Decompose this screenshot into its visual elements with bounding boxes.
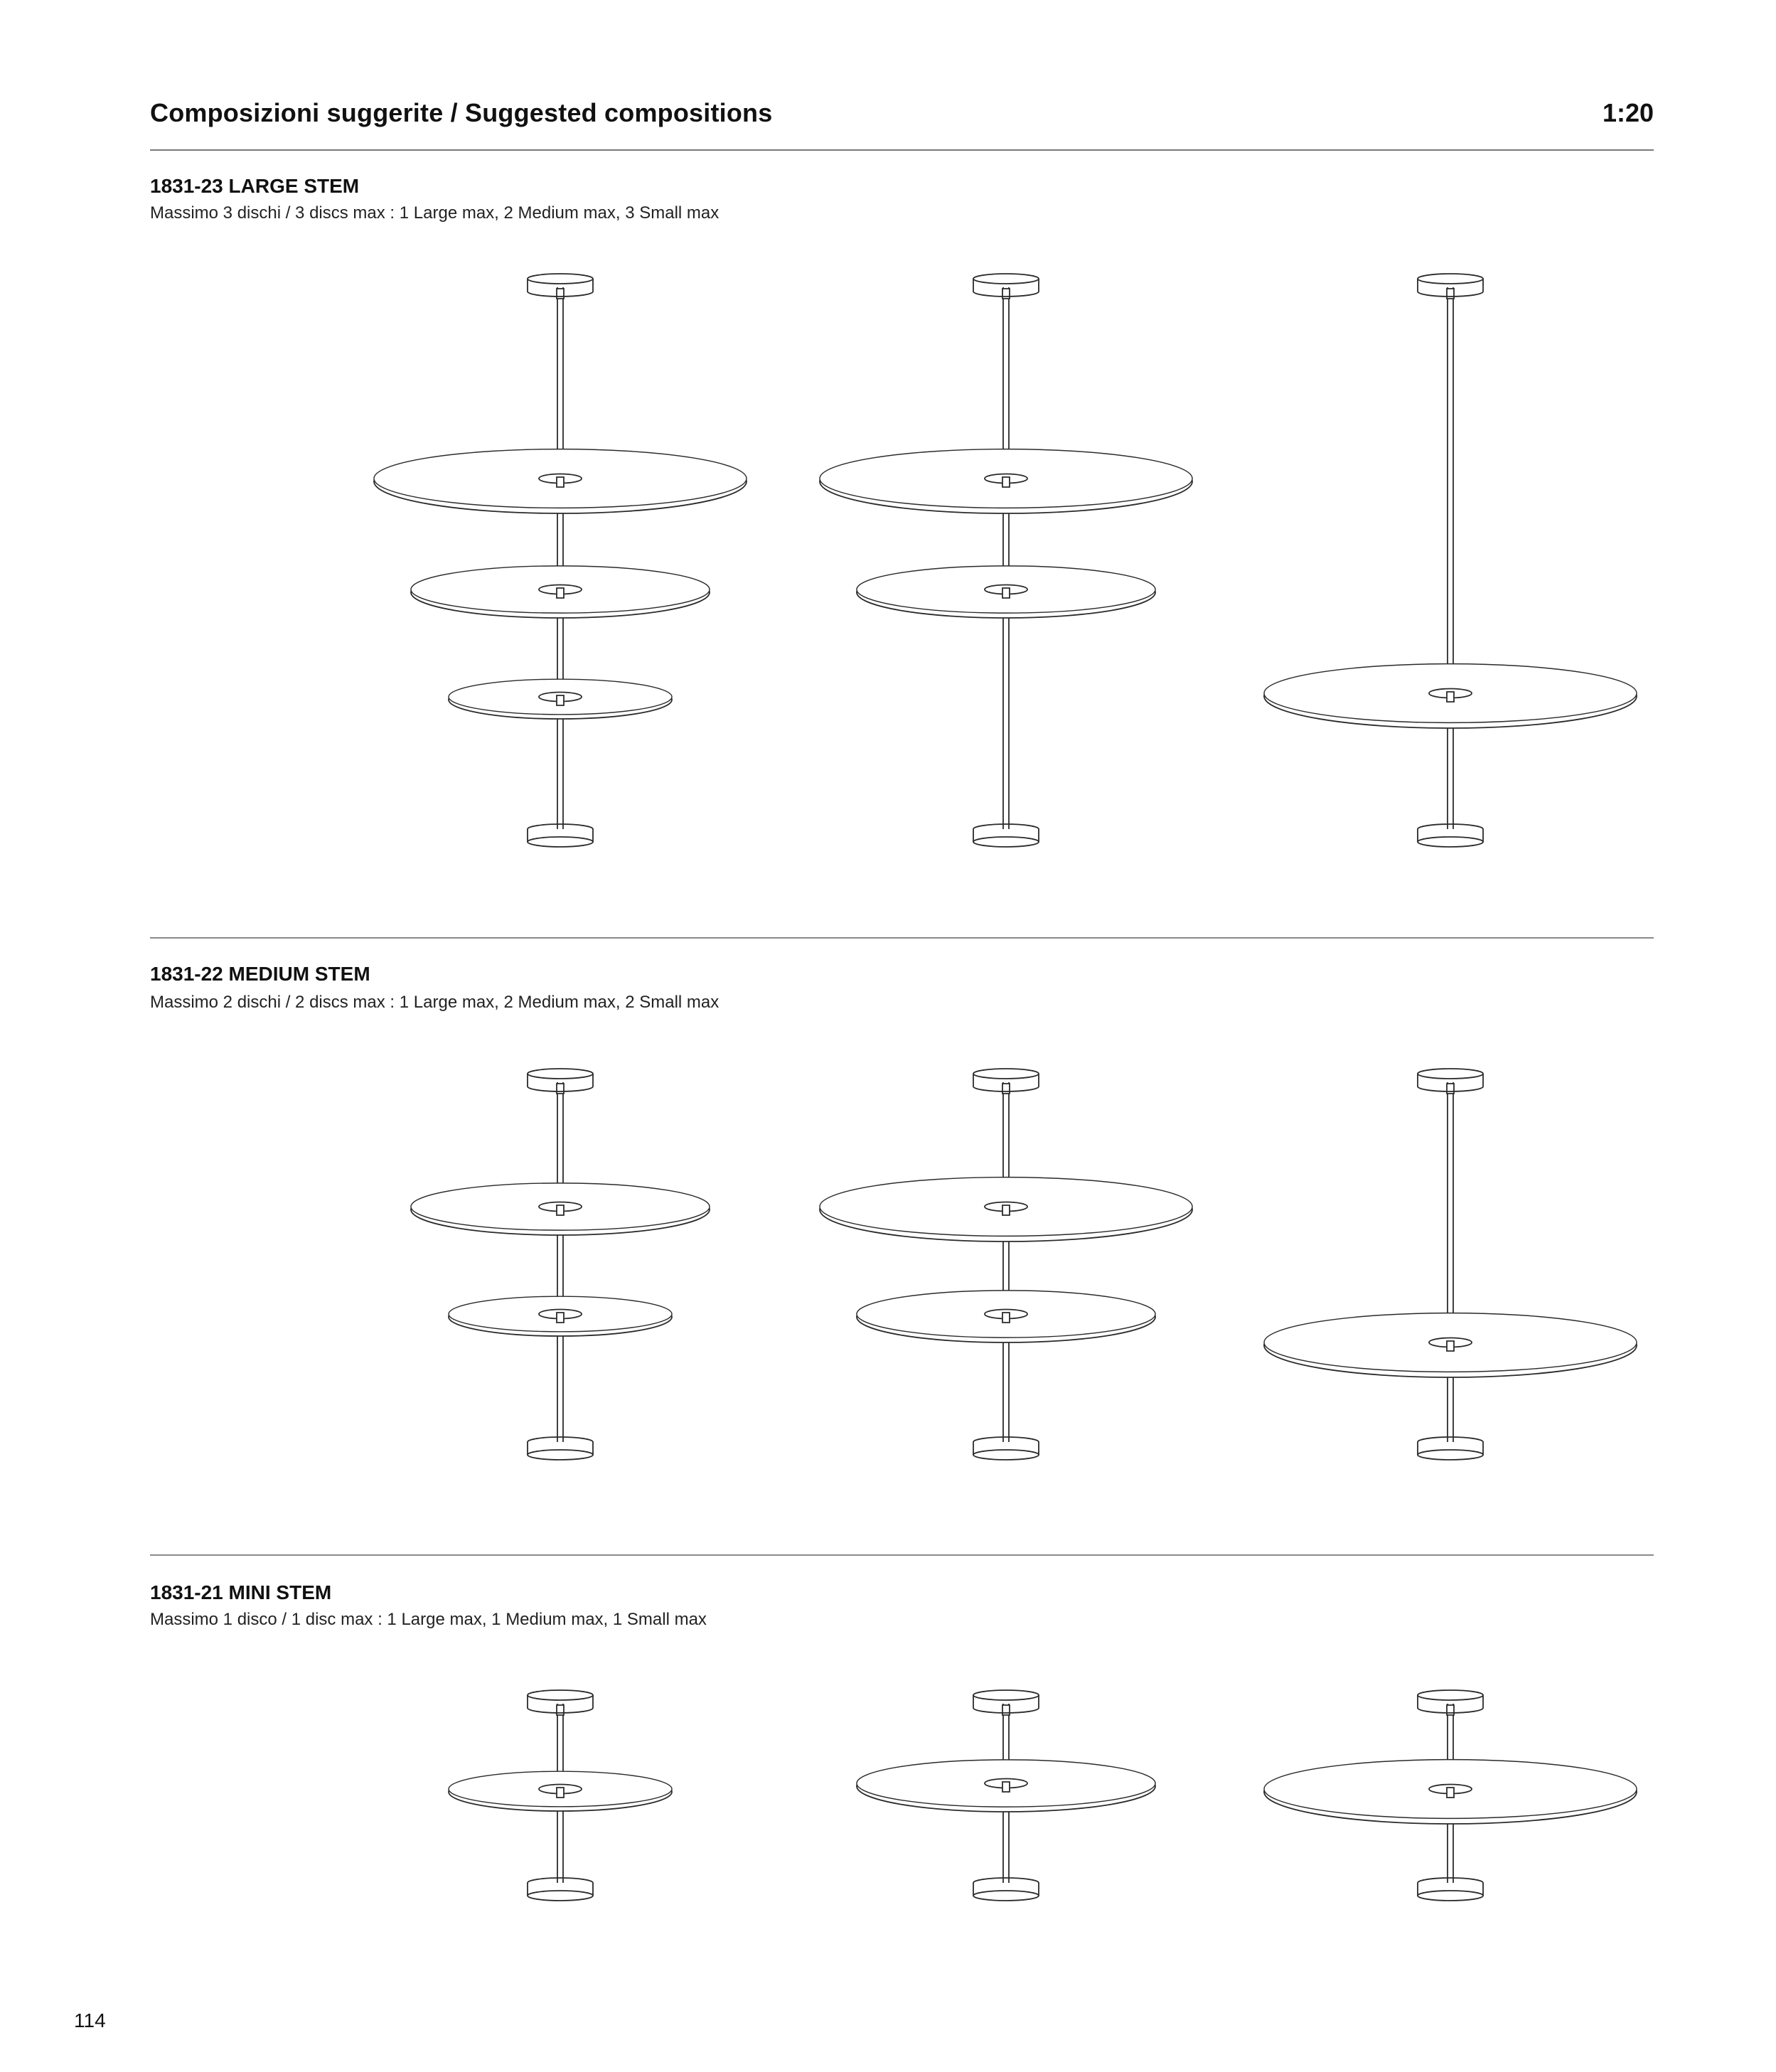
disc-small bbox=[449, 1296, 672, 1336]
disc-large bbox=[820, 1177, 1192, 1241]
disc-large bbox=[1264, 664, 1637, 728]
page-number: 114 bbox=[74, 2009, 106, 2031]
disc-medium bbox=[411, 1183, 710, 1235]
section-description-mini-stem: Massimo 1 disco / 1 disc max : 1 Large max, 1 Medium max, 1 Small max bbox=[150, 1610, 707, 1629]
section-divider bbox=[150, 937, 1654, 939]
disc-medium bbox=[411, 566, 710, 618]
scale-label: 1:20 bbox=[1602, 98, 1654, 127]
lamp-composition-1-2 bbox=[820, 274, 1192, 847]
disc-large bbox=[1264, 1313, 1637, 1377]
lamp-composition-1-1 bbox=[374, 274, 747, 847]
lamp-composition-3-2 bbox=[857, 1690, 1155, 1901]
disc-large bbox=[820, 449, 1192, 513]
disc-medium bbox=[857, 566, 1155, 618]
section-title-mini-stem: 1831-21 MINI STEM bbox=[150, 1581, 332, 1603]
lamp-composition-2-1 bbox=[411, 1069, 710, 1460]
page-title: Composizioni suggerite / Suggested compositions bbox=[150, 98, 773, 127]
section-title-medium-stem: 1831-22 MEDIUM STEM bbox=[150, 963, 370, 985]
lamp-composition-2-3 bbox=[1264, 1069, 1637, 1460]
section-description-large-stem: Massimo 3 dischi / 3 discs max : 1 Large max, 2 Medium max, 3 Small max bbox=[150, 203, 720, 223]
disc-large bbox=[1264, 1760, 1637, 1824]
disc-medium bbox=[857, 1291, 1155, 1342]
lamp-composition-1-3 bbox=[1264, 274, 1637, 847]
disc-large bbox=[374, 449, 747, 513]
disc-medium bbox=[857, 1760, 1155, 1812]
page-header bbox=[150, 98, 1654, 151]
disc-small bbox=[449, 1771, 672, 1811]
lamp-composition-2-2 bbox=[820, 1069, 1192, 1460]
section-description-medium-stem: Massimo 2 dischi / 2 discs max : 1 Large max, 2 Medium max, 2 Small max bbox=[150, 993, 720, 1012]
lamp-composition-3-3 bbox=[1264, 1690, 1637, 1901]
section-divider bbox=[150, 1554, 1654, 1556]
lamp-composition-3-1 bbox=[449, 1690, 672, 1901]
disc-small bbox=[449, 679, 672, 719]
section-title-large-stem: 1831-23 LARGE STEM bbox=[150, 175, 360, 197]
